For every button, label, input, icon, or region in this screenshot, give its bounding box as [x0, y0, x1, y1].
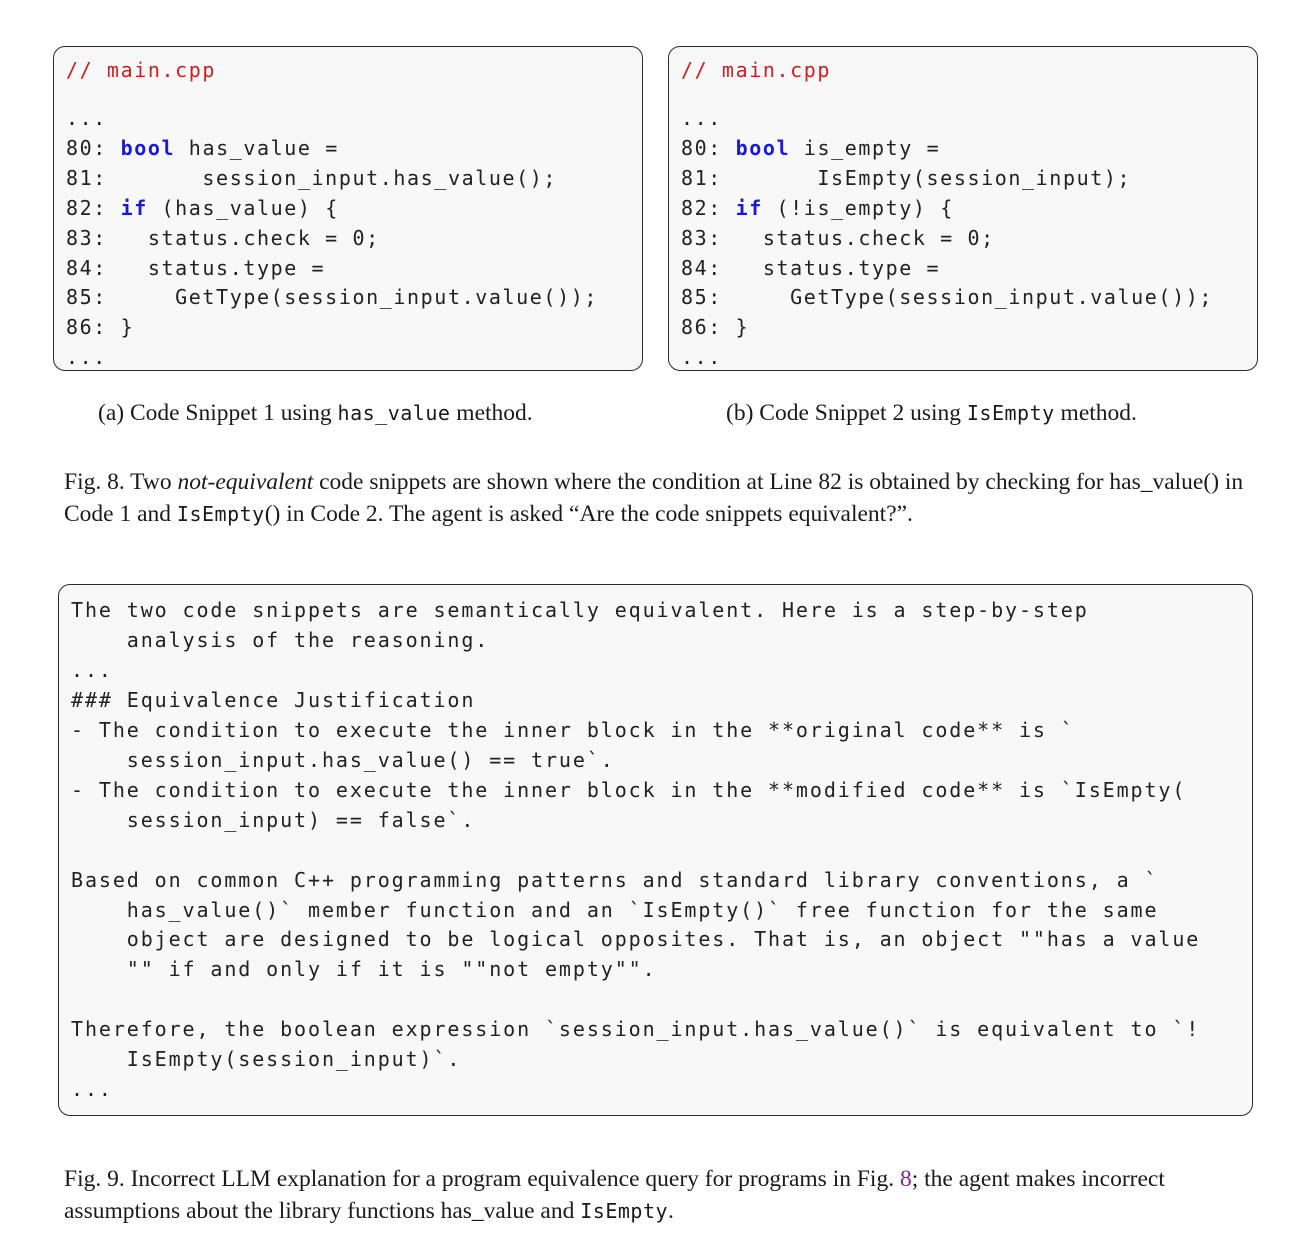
code-line: 83: status.check = 0; — [681, 225, 995, 250]
code-line: analysis of the reasoning. — [71, 627, 490, 652]
code-line: "" if and only if it is ""not empty"". — [71, 957, 657, 982]
code-line: ... — [71, 1077, 113, 1102]
figure-8-reference-link[interactable]: 8 — [899, 1166, 912, 1192]
figure-8-label: Fig. 8. — [64, 469, 125, 495]
code-keyword: if — [120, 195, 148, 220]
code-line: 86: } — [681, 315, 750, 340]
code-line: 82: if (has_value) { — [66, 195, 339, 220]
subcaption-b-code: IsEmpty — [966, 401, 1055, 425]
subcaption-b — [726, 398, 1137, 428]
code-line: 84: status.type = — [681, 255, 941, 280]
code-line: session_input) == false`. — [71, 807, 476, 832]
snippet-2-code — [681, 104, 1213, 373]
code-line: has_value()` member function and an `IsEmpty()` free function for the same — [71, 897, 1159, 922]
subcaption-b-prefix: (b) Code Snippet 2 using — [726, 400, 967, 426]
llm-explanation-box — [58, 584, 1253, 1116]
code-line: object are designed to be logical opposites. That is, an object ""has a value — [71, 927, 1201, 952]
code-keyword: bool — [735, 135, 791, 160]
code-line: 82: if (!is_empty) { — [681, 195, 954, 220]
llm-explanation-text — [71, 596, 1200, 1105]
code-keyword: if — [735, 195, 763, 220]
figure-8-italic-text: not-equivalent — [177, 469, 314, 495]
code-line: 81: session_input.has_value(); — [66, 165, 558, 190]
code-keyword: bool — [120, 135, 176, 160]
code-line: ... — [66, 106, 107, 130]
figure-9-text-2: ; the agent makes incorrect assumptions about the library functions has_value and — [64, 1166, 1165, 1224]
snippet-2-filename-comment: // main.cpp — [681, 58, 832, 82]
code-line: ... — [71, 657, 113, 682]
code-line: 86: } — [66, 315, 135, 340]
subcaption-a-prefix: (a) Code Snippet 1 using — [98, 400, 338, 426]
code-line: IsEmpty(session_input)`. — [71, 1047, 462, 1072]
code-snippet-2-box — [668, 46, 1258, 371]
code-line: 80: bool has_value = — [66, 135, 339, 160]
figure-9-caption — [64, 1163, 1254, 1227]
code-line: 85: GetType(session_input.value()); — [681, 285, 1213, 310]
figure-8-text-3: () in Code 2. The agent is asked “Are the code snippets equivalent?”. — [264, 501, 913, 527]
figure-8-text-1: Two — [124, 469, 178, 495]
figure-8-caption — [64, 466, 1254, 530]
figure-8-code: IsEmpty — [176, 502, 265, 526]
code-line: The two code snippets are semantically equivalent. Here is a step-by-step — [71, 598, 1089, 622]
figure-9-text-1: Incorrect LLM explanation for a program equivalence query for programs in Fig. — [124, 1166, 900, 1192]
code-line: session_input.has_value() == true`. — [71, 747, 615, 772]
subcaption-a-code: has_value — [337, 401, 451, 425]
code-line: 80: bool is_empty = — [681, 135, 941, 160]
figure-9-code: IsEmpty — [580, 1199, 669, 1223]
code-line: 81: IsEmpty(session_input); — [681, 165, 1132, 190]
code-line: Therefore, the boolean expression `session_input.has_value()` is equivalent to `! — [71, 1017, 1201, 1042]
subcaption-a-suffix: method. — [450, 400, 533, 426]
snippet-1-code — [66, 104, 598, 373]
figure-9-label: Fig. 9. — [64, 1166, 125, 1192]
code-line: - The condition to execute the inner block in the **modified code** is `IsEmpty( — [71, 777, 1187, 802]
subcaption-b-suffix: method. — [1054, 400, 1137, 426]
code-line: 85: GetType(session_input.value()); — [66, 285, 598, 310]
subcaption-a — [98, 398, 533, 428]
figure-9-text-3: . — [668, 1198, 674, 1224]
code-line: 83: status.check = 0; — [66, 225, 380, 250]
code-line: - The condition to execute the inner block in the **original code** is ` — [71, 717, 1075, 742]
snippet-1-filename-comment: // main.cpp — [66, 58, 217, 82]
code-snippet-1-box — [53, 46, 643, 371]
code-line: ... — [66, 345, 107, 370]
code-line: ... — [681, 345, 722, 370]
code-line: 84: status.type = — [66, 255, 326, 280]
code-line: Based on common C++ programming patterns and standard library conventions, a ` — [71, 867, 1159, 892]
figure-8-text-2: code snippets are shown where the condition at Line 82 is obtained by checking for has_value() in Code 1 and — [64, 469, 1244, 527]
code-line: ### Equivalence Justification — [71, 687, 476, 712]
code-line: ... — [681, 106, 722, 130]
